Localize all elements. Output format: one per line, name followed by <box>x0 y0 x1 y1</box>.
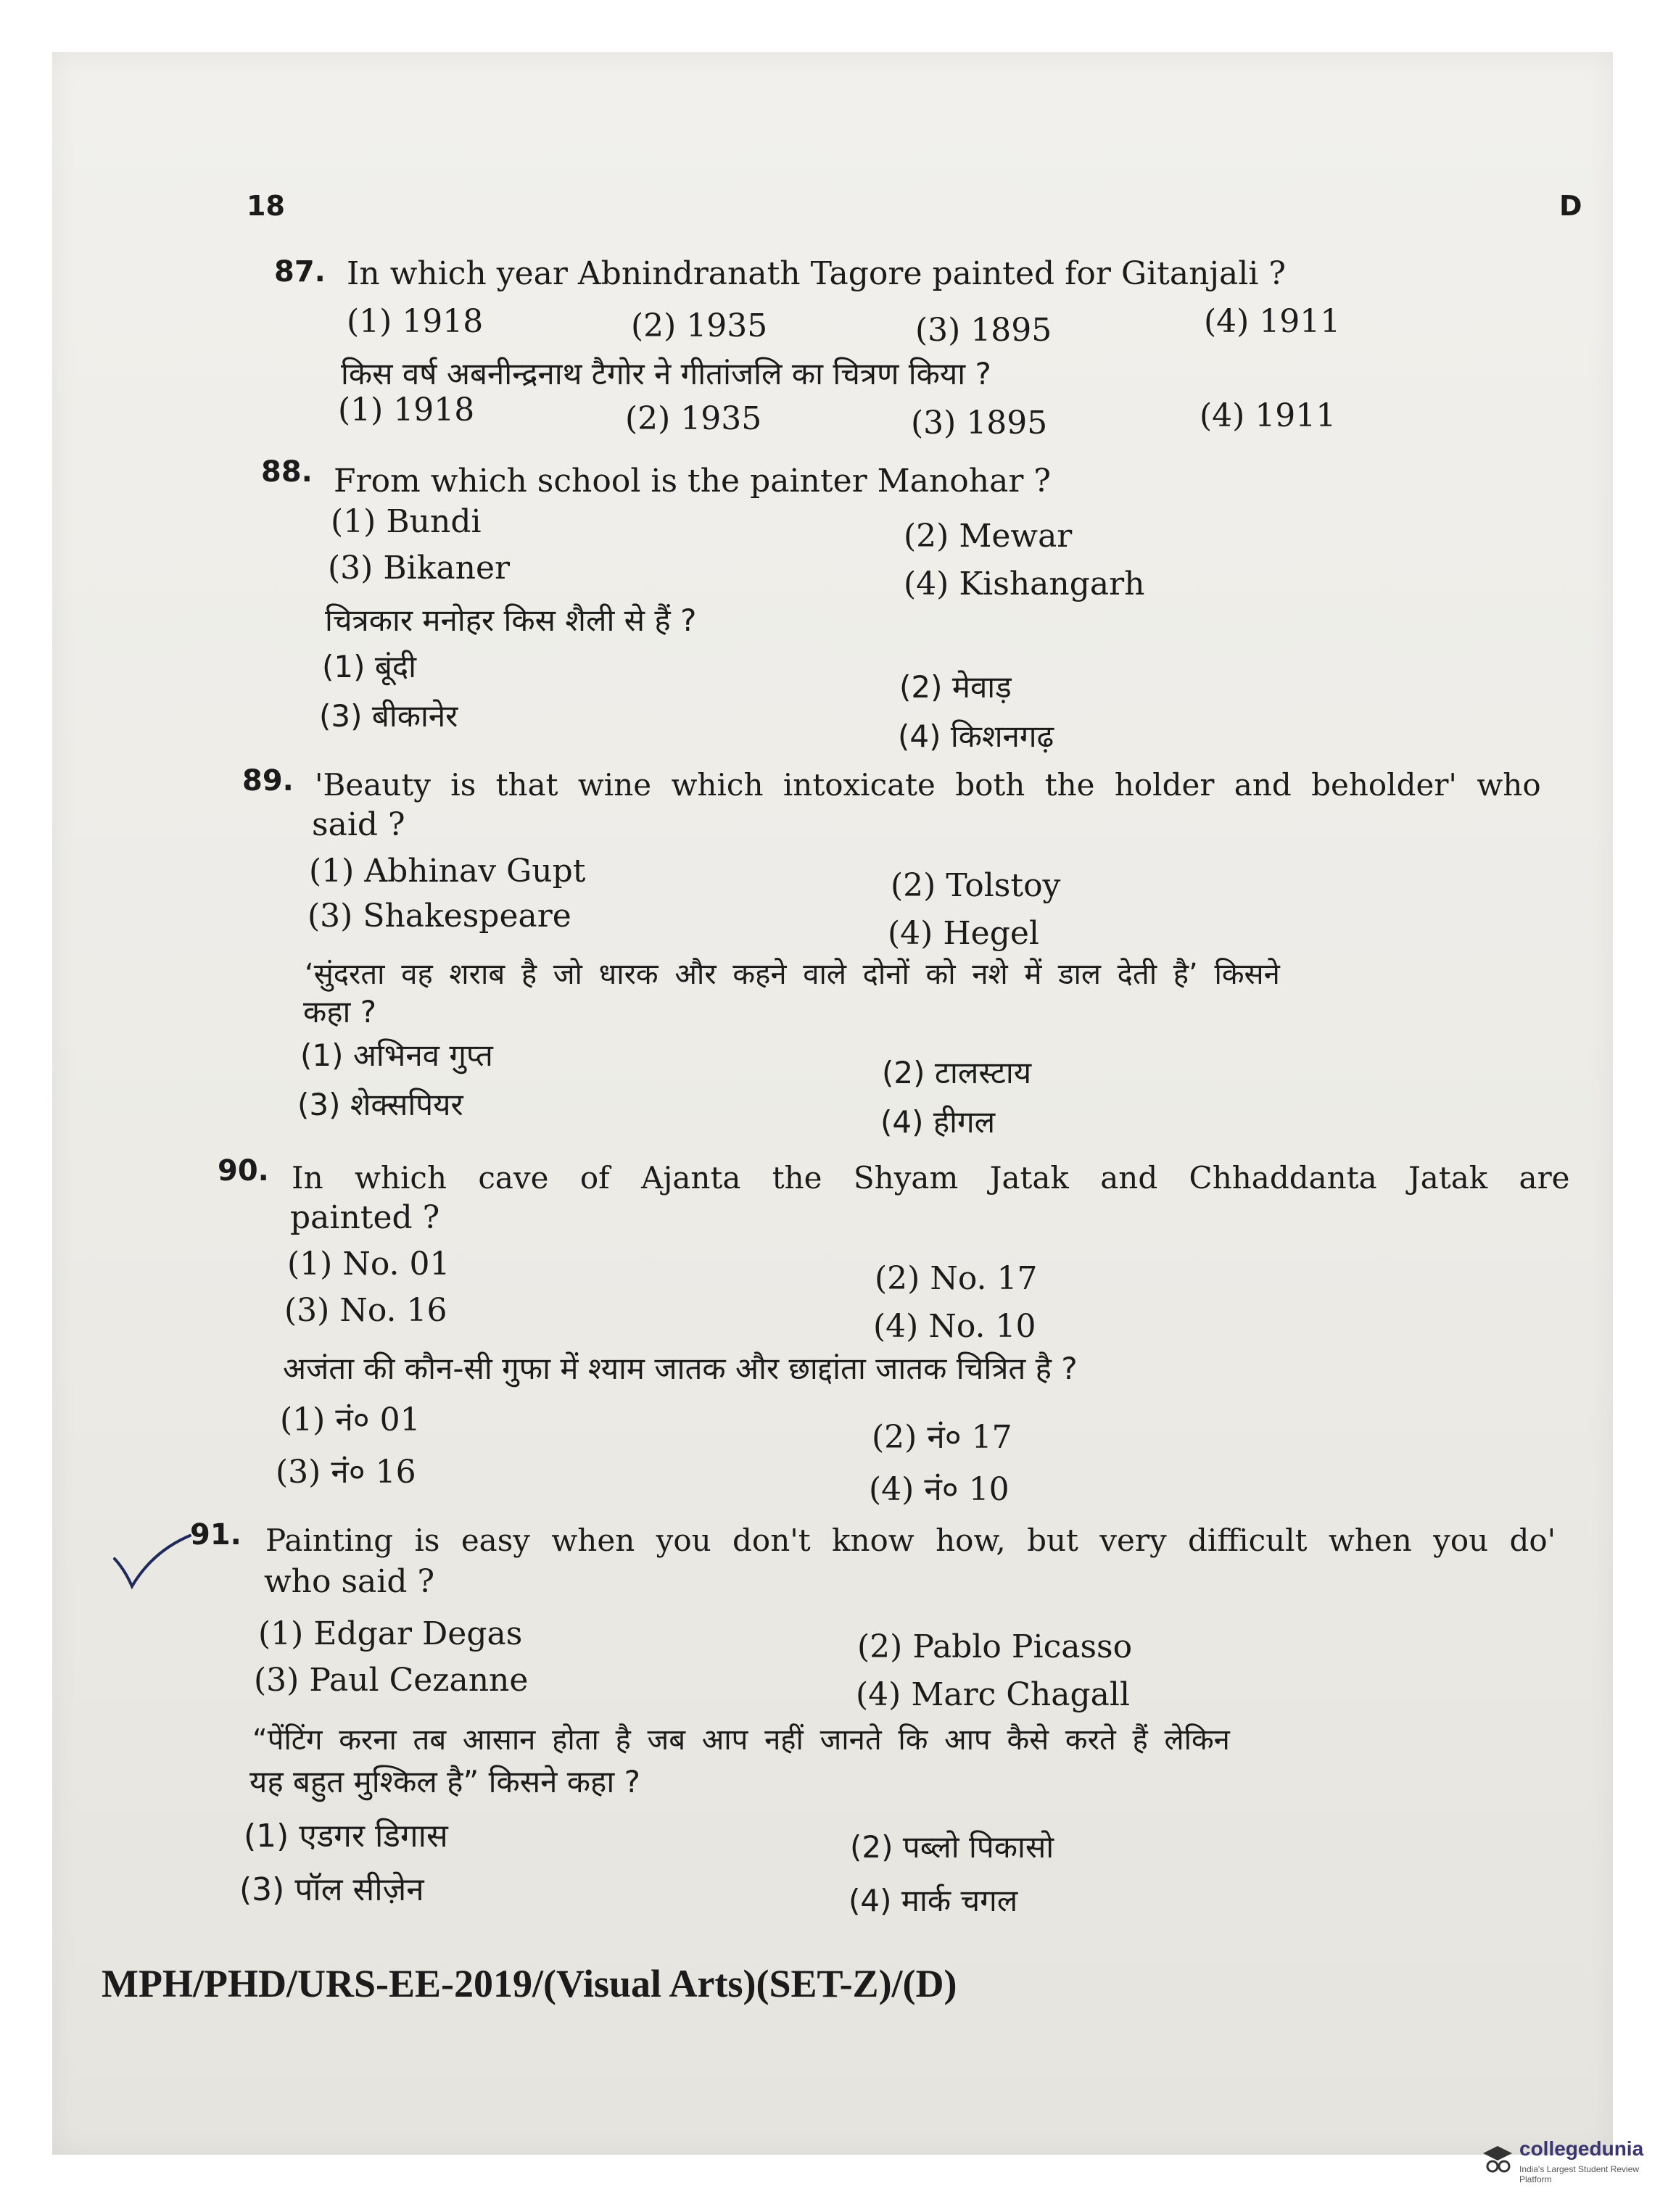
q91-hindi-option-1: (1) एडगर डिगास <box>244 1818 448 1855</box>
question-91-line-1: Painting is easy when you don't know how, but very difficult when you do' <box>265 1523 1556 1558</box>
question-89-line-1: 'Beauty is that wine which intoxicate both the holder and beholder' who <box>315 767 1541 803</box>
q87-hindi-option-4: (4) 1911 <box>1200 397 1337 434</box>
q90-option-3: (3) No. 16 <box>284 1292 447 1329</box>
q88-hindi-option-4: (4) किशनगढ़ <box>898 718 1054 754</box>
question-88-number: 88. <box>261 455 313 489</box>
watermark-tagline: India's Largest Student Review Platform <box>1519 2164 1640 2184</box>
q89-option-1: (1) Abhinav Gupt <box>309 853 586 890</box>
q90-hindi-option-2: (2) नं० 17 <box>872 1419 1012 1456</box>
question-91-number: 91. <box>190 1518 241 1552</box>
question-91-hindi-line-1: “पेंटिंग करना तब आसान होता है जब आप नहीं जानते कि आप कैसे करते हैं लेकिन <box>252 1723 1230 1757</box>
question-89-hindi-line-2: कहा ? <box>303 994 377 1030</box>
q87-option-1: (1) 1918 <box>347 303 484 340</box>
tick-mark-icon <box>109 1530 196 1595</box>
q87-hindi-option-3: (3) 1895 <box>911 405 1048 442</box>
question-89-line-2: said ? <box>312 806 405 843</box>
q87-hindi-option-2: (2) 1935 <box>625 400 762 437</box>
q90-hindi-option-4: (4) नं० 10 <box>869 1471 1010 1508</box>
q91-option-3: (3) Paul Cezanne <box>254 1662 529 1699</box>
question-90-line-1: In which cave of Ajanta the Shyam Jatak and Chhaddanta Jatak are <box>292 1160 1570 1196</box>
q89-hindi-option-4: (4) हीगल <box>880 1104 996 1140</box>
q90-hindi-option-1: (1) नं० 01 <box>280 1401 421 1438</box>
q88-option-2: (2) Mewar <box>904 518 1073 555</box>
q88-hindi-option-2: (2) मेवाड़ <box>899 669 1012 705</box>
watermark-brand: collegedunia <box>1519 2137 1644 2160</box>
question-89-hindi-line-1: ‘सुंदरता वह शराब है जो धारक और कहने वाले दोनों को नशे में डाल देती है’ किसने <box>305 958 1280 991</box>
q89-option-2: (2) Tolstoy <box>891 867 1061 904</box>
q89-option-3: (3) Shakespeare <box>307 898 571 935</box>
q91-option-2: (2) Pablo Picasso <box>857 1628 1133 1665</box>
q91-option-4: (4) Marc Chagall <box>856 1676 1131 1713</box>
question-88-hindi: चित्रकार मनोहर किस शैली से हैं ? <box>325 602 697 638</box>
q89-option-4: (4) Hegel <box>888 915 1039 952</box>
set-code: D <box>1559 190 1582 222</box>
q87-hindi-option-1: (1) 1918 <box>338 392 475 428</box>
question-90-line-2: painted ? <box>290 1199 440 1236</box>
q89-hindi-option-2: (2) टालस्टाय <box>882 1055 1032 1090</box>
q90-option-2: (2) No. 17 <box>875 1260 1038 1297</box>
q87-option-4: (4) 1911 <box>1204 303 1341 340</box>
q89-hindi-option-3: (3) शेक्सपियर <box>297 1087 463 1122</box>
question-90-hindi: अजंता की कौन-सी गुफा में श्याम जातक और छाद्दांता जातक चित्रित है ? <box>283 1351 1078 1386</box>
q90-hindi-option-3: (3) नं० 16 <box>276 1454 416 1491</box>
q88-option-1: (1) Bundi <box>331 503 482 540</box>
question-89-number: 89. <box>242 764 294 798</box>
q88-hindi-option-3: (3) बीकानेर <box>319 698 458 734</box>
question-90-number: 90. <box>218 1154 269 1188</box>
page-number: 18 <box>247 190 285 222</box>
q91-hindi-option-3: (3) पॉल सीज़ेन <box>239 1871 424 1908</box>
question-91-hindi-line-2: यह बहुत मुश्किल है” किसने कहा ? <box>249 1764 640 1799</box>
q91-hindi-option-4: (4) मार्क चगल <box>849 1883 1018 1918</box>
question-87-number: 87. <box>274 255 326 289</box>
question-87-text: In which year Abnindranath Tagore painted for Gitanjali ? <box>347 255 1287 292</box>
q88-option-3: (3) Bikaner <box>328 550 511 587</box>
q91-hindi-option-2: (2) पब्लो पिकासो <box>850 1829 1054 1865</box>
q87-option-3: (3) 1895 <box>915 312 1052 349</box>
exam-code-footer: MPH/PHD/URS-EE-2019/(Visual Arts)(SET-Z)/(D) <box>102 1962 957 2005</box>
q90-option-1: (1) No. 01 <box>287 1246 450 1283</box>
q91-option-1: (1) Edgar Degas <box>258 1615 523 1652</box>
q89-hindi-option-1: (1) अभिनव गुप्त <box>300 1037 493 1073</box>
q90-option-4: (4) No. 10 <box>873 1308 1036 1345</box>
q87-option-2: (2) 1935 <box>631 307 768 344</box>
question-87-hindi: किस वर्ष अबनीन्द्रनाथ टैगोर ने गीतांजलि का चित्रण किया ? <box>341 356 991 392</box>
question-91-line-2: who said ? <box>264 1563 435 1600</box>
question-88-text: From which school is the painter Manohar ? <box>334 463 1051 500</box>
q88-hindi-option-1: (1) बूंदी <box>322 649 417 684</box>
collegedunia-logo-icon <box>1479 2139 1516 2175</box>
q88-option-4: (4) Kishangarh <box>904 566 1145 602</box>
